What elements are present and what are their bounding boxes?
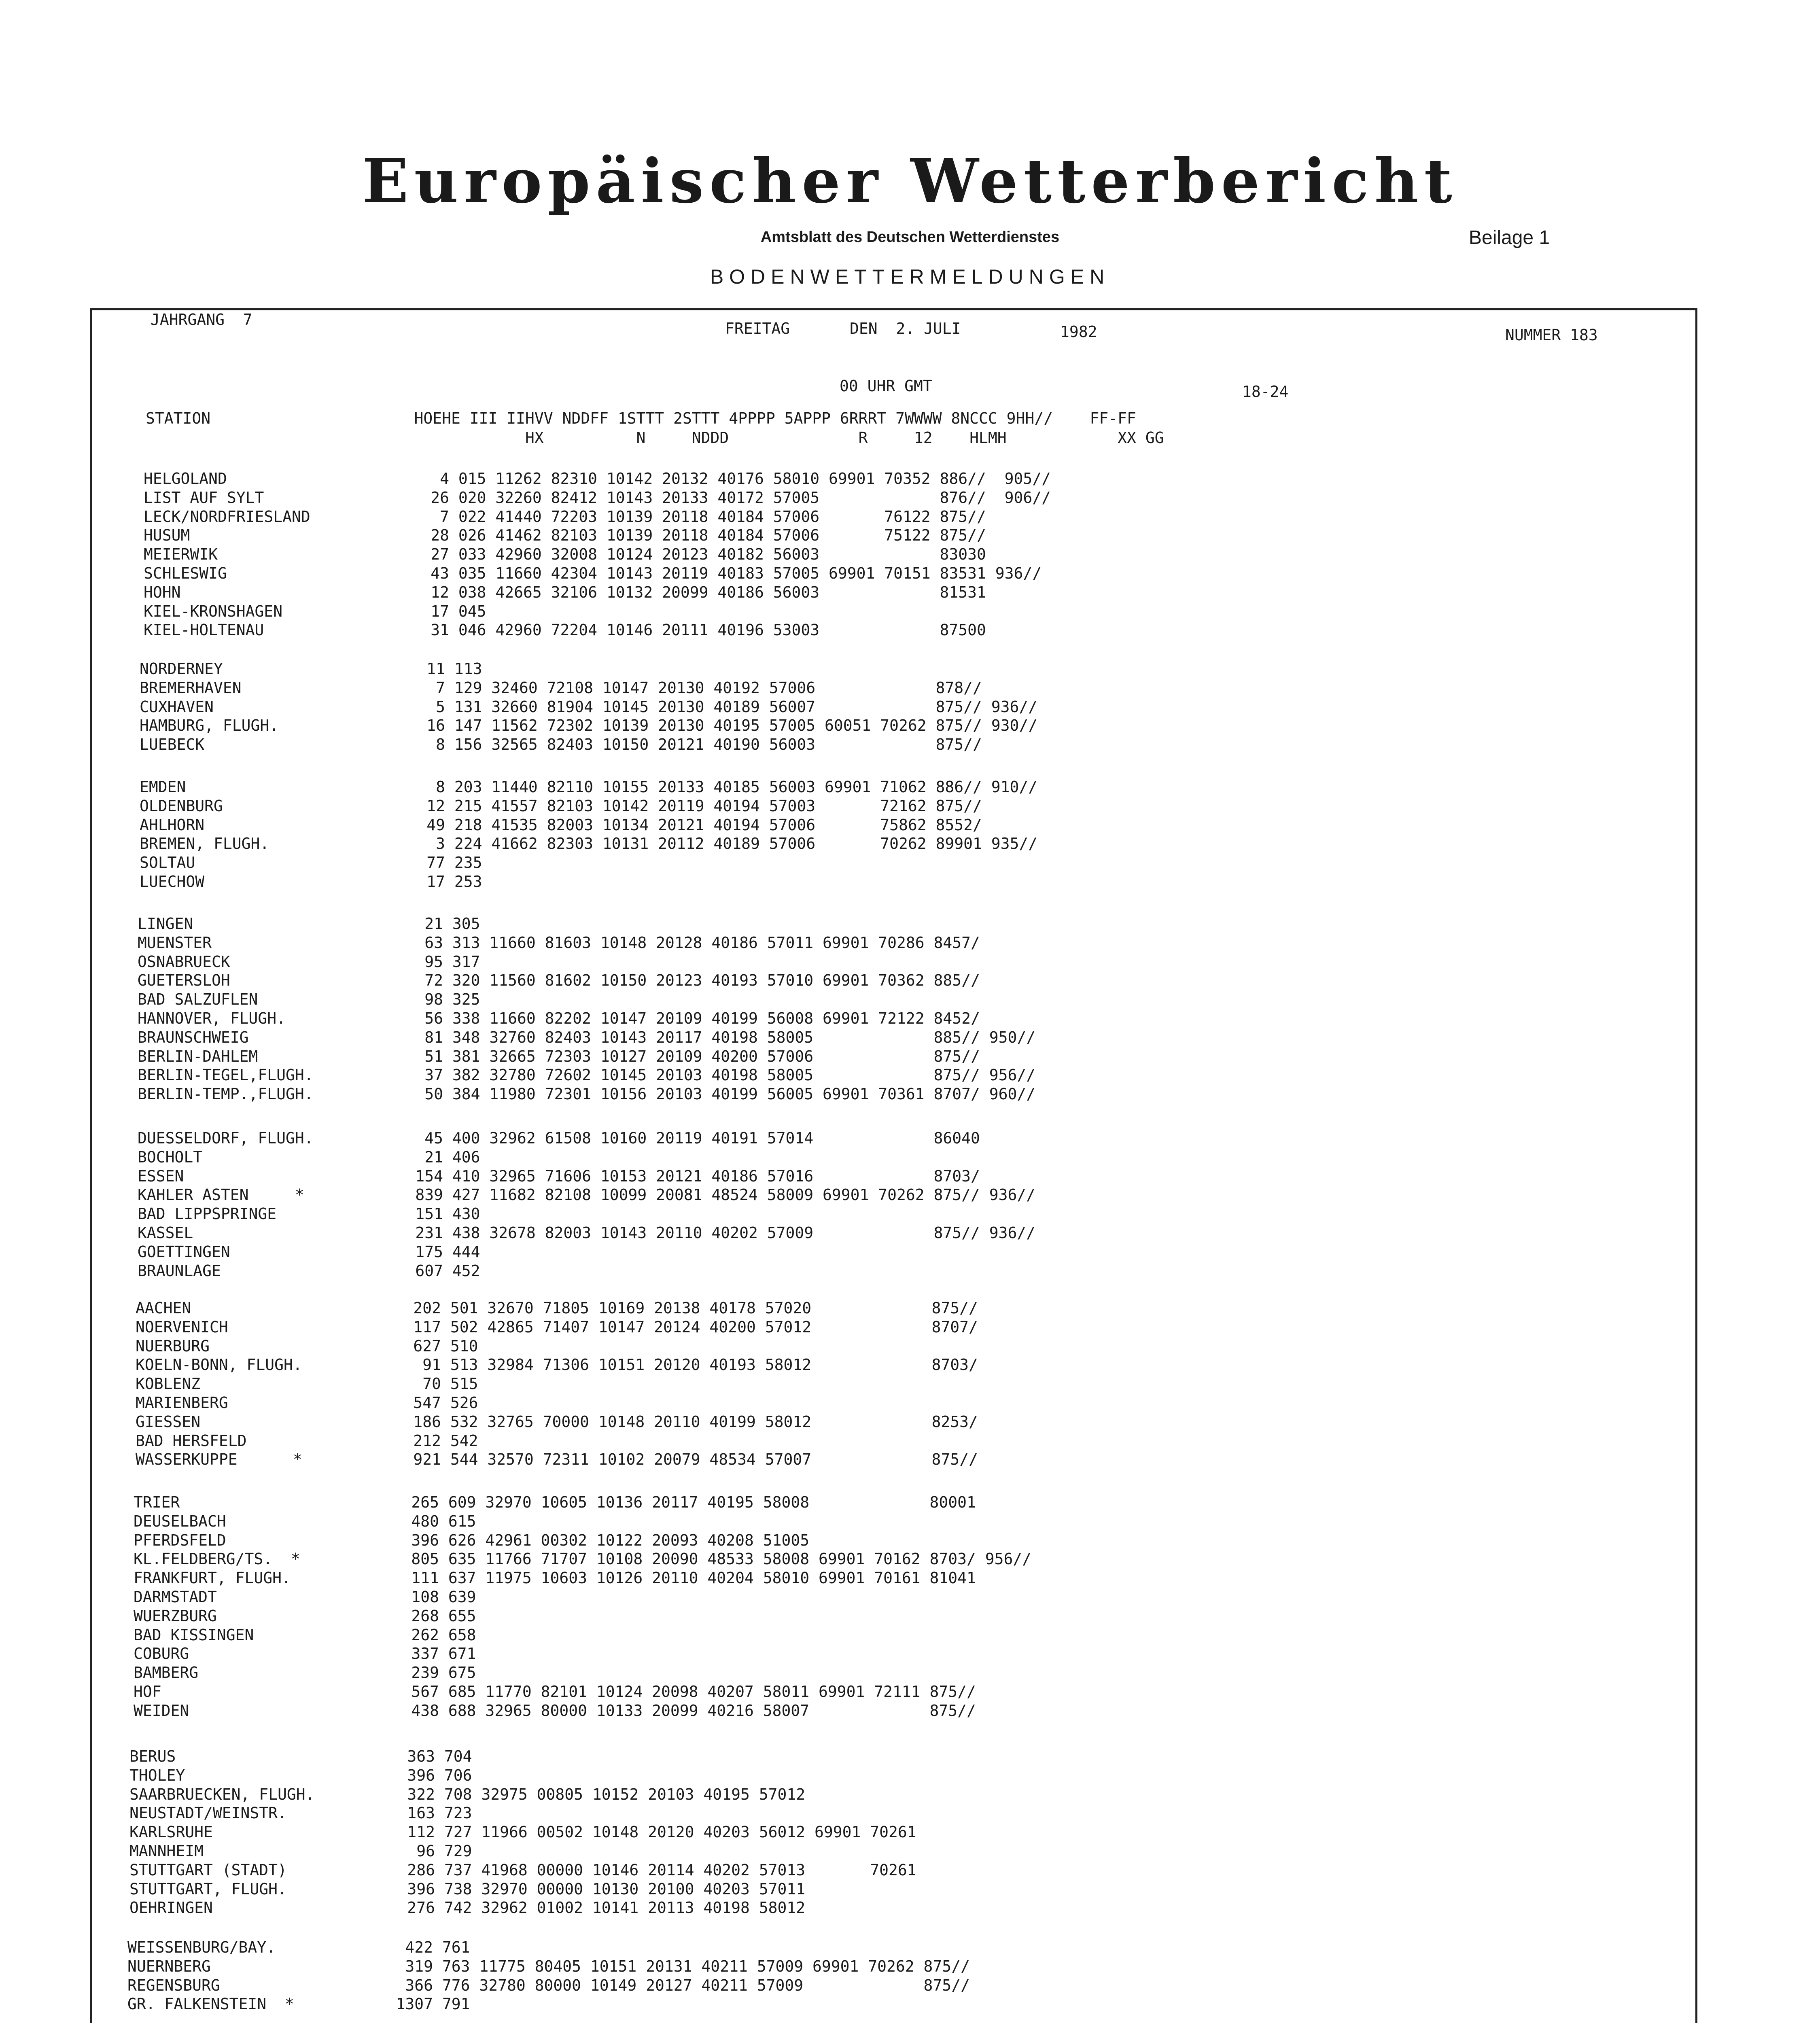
report-subtitle: Amtsblatt des Deutschen Wetterdienstes [760, 229, 1060, 246]
header-range: 18-24 [1242, 383, 1289, 401]
station-group-9: WEISSENBURG/BAY. 422 761 NUERNBERG 319 763 11775 80405 10151 20131 40211 57009 69901 70262 875// REGENSBURG 366 776 32780 80000 10149 20127 40211 57009 875// GR. FALKENSTEIN * 1307 791 [127, 1938, 970, 2013]
station-group-6: AACHEN 202 501 32670 71805 10169 20138 40178 57020 875// NOERVENICH 117 502 42865 71407 10147 20124 40200 57012 8707/ NUERBURG 627 510 KOELN-BONN, FLUGH. 91 513 32984 71306 10151 20120 40193 58012 8703/ KOBLENZ 70 515 MARIENBERG 547 526 GIESSEN 186 532 32765 70000 10148 20110 40199 58012 8253/ BAD HERSFELD 212 542 WASSERKUPPE * 921 544 32570 72311 10102 20079 48534 57007 875// [136, 1299, 978, 1469]
column-subheaders: HX N NDDD R 12 HLMH XX GG [146, 429, 1164, 447]
issue-date: DEN 2. JULI [850, 320, 961, 337]
issue-year: 1982 [1060, 323, 1097, 341]
station-group-5: DUESSELDORF, FLUGH. 45 400 32962 61508 10160 20119 40191 57014 86040 BOCHOLT 21 406 ESSEN 154 410 32965 71606 10153 20121 40186 57016 8703/ KAHLER ASTEN * 839 427 11682 82108 10099 20081 48524 58009 69901 70262 875// 936// BAD LIPPSPRINGE 151 430 KASSEL 231 438 32678 82003 10143 20110 40202 57009 875// 936// GOETTINGEN 175 444 BRAUNLAGE 607 452 [138, 1129, 1036, 1280]
section-title: BODENWETTERMELDUNGEN [710, 265, 1110, 288]
station-group-1: HELGOLAND 4 015 11262 82310 10142 20132 40176 58010 69901 70352 886// 905// LIST AUF SYLT 26 020 32260 82412 10143 20133 40172 57005 876// 906// LECK/NORDFRIESLAND 7 022 41440 72203 10139 20118 40184 57006 76122 875// HUSUM 28 026 41462 82103 10139 20118 40184 57006 75122 875// MEIERWIK 27 033 42960 32008 10124 20123 40182 56003 83030 SCHLESWIG 43 035 11660 42304 10143 20119 40183 57005 69901 70151 83531 936// HOHN 12 038 42665 32106 10132 20099 40186 56003 81531 KIEL-KRONSHAGEN 17 045 KIEL-HOLTENAU 31 046 42960 72204 10146 20111 40196 53003 87500 [144, 470, 1051, 639]
station-group-4: LINGEN 21 305 MUENSTER 63 313 11660 81603 10148 20128 40186 57011 69901 70286 8457/ OSNABRUECK 95 317 GUETERSLOH 72 320 11560 81602 10150 20123 40193 57010 69901 70362 885// BAD SALZUFLEN 98 325 HANNOVER, FLUGH. 56 338 11660 82202 10147 20109 40199 56008 69901 72122 8452/ BRAUNSCHWEIG 81 348 32760 82403 10143 20117 40198 58005 885// 950// BERLIN-DAHLEM 51 381 32665 72303 10127 20109 40200 57006 875// BERLIN-TEGEL,FLUGH. 37 382 32780 72602 10145 20103 40198 58005 875// 956// BERLIN-TEMP.,FLUGH. 50 384 11980 72301 10156 20103 40199 56005 69901 70361 8707/ 960// [138, 915, 1036, 1103]
issue-weekday: FREITAG [725, 320, 790, 337]
station-group-7: TRIER 265 609 32970 10605 10136 20117 40195 58008 80001 DEUSELBACH 480 615 PFERDSFELD 396 626 42961 00302 10122 20093 40208 51005 KL.FELDBERG/TS. * 805 635 11766 71707 10108 20090 48533 58008 69901 70162 8703/ 956// FRANKFURT, FLUGH. 111 637 11975 10603 10126 20110 40204 58010 69901 70161 81041 DARMSTADT 108 639 WUERZBURG 268 655 BAD KISSINGEN 262 658 COBURG 337 671 BAMBERG 239 675 HOF 567 685 11770 82101 10124 20098 40207 58011 69901 72111 875// WEIDEN 438 688 32965 80000 10133 20099 40216 58007 875// [134, 1493, 1032, 1720]
issue-jahrgang: JAHRGANG 7 [151, 311, 252, 329]
station-group-8: BERUS 363 704 THOLEY 396 706 SAARBRUECKEN, FLUGH. 322 708 32975 00805 10152 20103 40195 57012 NEUSTADT/WEINSTR. 163 723 KARLSRUHE 112 727 11966 00502 10148 20120 40203 56012 69901 70261 MANNHEIM 96 729 STUTTGART (STADT) 286 737 41968 00000 10146 20114 40202 57013 70261 STUTTGART, FLUGH. 396 738 32970 00000 10130 20100 40203 57011 OEHRINGEN 276 742 32962 01002 10141 20113 40198 58012 [129, 1747, 916, 1917]
report-title: Europäischer Wetterbericht [362, 146, 1458, 217]
header-time: 00 UHR GMT [840, 377, 932, 395]
column-headers: STATION HOEHE III IIHVV NDDFF 1STTT 2STTT 4PPPP 5APPP 6RRRT 7WWWW 8NCCC 9HH// FF-FF [146, 409, 1136, 427]
beilage-label: Beilage 1 [1469, 227, 1550, 248]
station-group-2: NORDERNEY 11 113 BREMERHAVEN 7 129 32460 72108 10147 20130 40192 57006 878// CUXHAVEN 5 131 32660 81904 10145 20130 40189 56007 875// 936// HAMBURG, FLUGH. 16 147 11562 72302 10139 20130 40195 57005 60051 70262 875// 930// LUEBECK 8 156 32565 82403 10150 20121 40190 56003 875// [140, 660, 1038, 754]
issue-number: NUMMER 183 [1505, 326, 1598, 344]
station-group-3: EMDEN 8 203 11440 82110 10155 20133 40185 56003 69901 71062 886// 910// OLDENBURG 12 215 41557 82103 10142 20119 40194 57003 72162 875// AHLHORN 49 218 41535 82003 10134 20121 40194 57006 75862 8552/ BREMEN, FLUGH. 3 224 41662 82303 10131 20112 40189 57006 70262 89901 935// SOLTAU 77 235 LUECHOW 17 253 [140, 778, 1038, 891]
